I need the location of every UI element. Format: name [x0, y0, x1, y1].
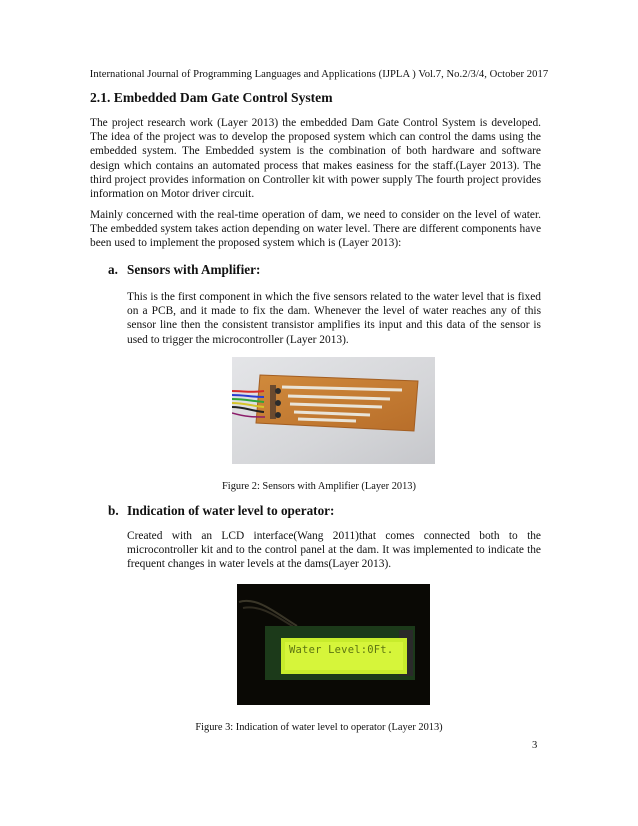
lcd-display-text: Water Level:0Ft.: [289, 644, 394, 656]
subsection-a-title: Sensors with Amplifier:: [127, 262, 261, 277]
subsection-a-letter: a.: [108, 262, 118, 277]
subsection-b-title: Indication of water level to operator:: [127, 503, 335, 518]
journal-header: International Journal of Programming Languages and Applications (IJPLA ) Vol.7, No.2/3/4, October 2017: [89, 69, 549, 80]
figure-sensors-photo: [232, 357, 435, 464]
page-number: 3: [532, 740, 538, 751]
section-title: 2.1. Embedded Dam Gate Control System: [90, 90, 333, 105]
section-paragraph-1: The project research work (Layer 2013) the embedded Dam Gate Control System is developed. The idea of the project was to develop the proposed system which can control the dams using the embedded system. The Embedded system is the combination of both hardware and software design which contains an automated process that makes easiness for the staff.(Layer 2013). The third project provides information on Controller kit with power supply The fourth project provides information on Motor driver circuit.: [90, 117, 541, 201]
subsection-a-text: This is the first component in which the five sensors related to the water level that is fixed on a PCB, and it made to fix the dam. Whenever the level of water reaches any of this sensor line then the consistent transistor amplifies its input and this data of the sensor is used to trigger the microcontroller (Layer 2013).: [127, 291, 541, 346]
figure-lcd-photo: [237, 584, 430, 705]
subsection-a-heading: [108, 262, 260, 278]
section-paragraph-2: Mainly concerned with the real-time operation of dam, we need to consider on the level of water. The embedded system takes action depending on water level. There are different components have been used to implement the proposed system which is (Layer 2013):: [90, 209, 541, 250]
figure-2-caption: Figure 2: Sensors with Amplifier (Layer 2013): [222, 481, 416, 492]
subsection-b-letter: b.: [108, 503, 119, 518]
figure-3-caption: Figure 3: Indication of water level to operator (Layer 2013): [195, 722, 443, 733]
subsection-b-text: Created with an LCD interface(Wang 2011)that comes connected both to the microcontroller kit and to the control panel at the dam. It was implemented to indicate the frequent changes in water levels at the dams(Layer 2013).: [127, 530, 541, 571]
subsection-b-heading: [108, 503, 334, 519]
